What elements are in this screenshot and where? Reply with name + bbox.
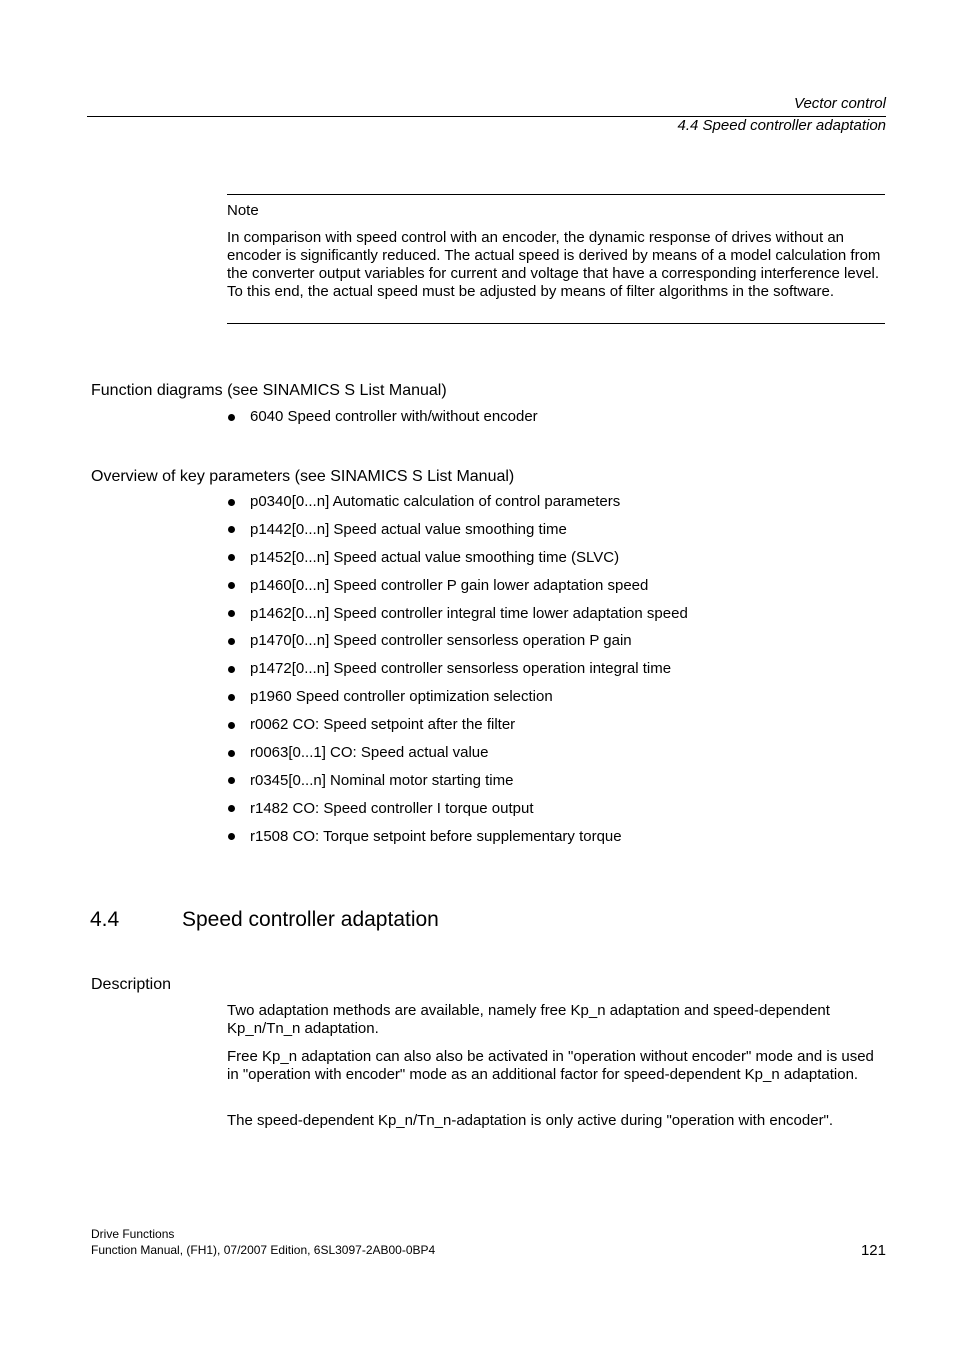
list-item-text: r1508 CO: Torque setpoint before supplementary torque [250, 827, 622, 845]
list-item-text: p1472[0...n] Speed controller sensorless operation integral time [250, 660, 672, 678]
list-item [227, 549, 688, 567]
footer-edition: Function Manual, (FH1), 07/2007 Edition, 6SL3097-2AB00-0BP4 [91, 1243, 436, 1257]
list-item-text: r0063[0...1] CO: Speed actual value [250, 744, 489, 762]
description-paragraph: The speed-dependent Kp_n/Tn_n-adaptation is only active during "operation with encoder". [227, 1112, 834, 1129]
note-title: Note [227, 202, 259, 219]
description-paragraph: Two adaptation methods are available, namely free Kp_n adaptation and speed-dependent Kp_n/Tn_n adaptation. [227, 1002, 830, 1037]
list-item [227, 744, 688, 762]
list-item [227, 716, 688, 734]
running-header-section: 4.4 Speed controller adaptation [677, 117, 886, 134]
section-title: Speed controller adaptation [182, 908, 439, 931]
bullet-icon [228, 722, 235, 729]
bullet-icon [228, 526, 235, 533]
key-parameters-heading: Overview of key parameters (see SINAMICS S List Manual) [91, 468, 515, 485]
list-item [227, 800, 688, 818]
list-item-text: r0062 CO: Speed setpoint after the filter [250, 716, 516, 734]
list-item-text: p1470[0...n] Speed controller sensorless operation P gain [250, 632, 632, 650]
bullet-icon [228, 414, 235, 421]
footer-title: Drive Functions [91, 1227, 175, 1241]
list-item-text: r0345[0...n] Nominal motor starting time [250, 771, 514, 789]
bullet-icon [228, 777, 235, 784]
bullet-icon [228, 666, 235, 673]
bullet-icon [228, 610, 235, 617]
note-body: In comparison with speed control with an encoder, the dynamic response of drives without an encoder is significantly reduced. The actual speed is derived by means of a model calculation from the converter output variables for current and voltage that have a corresponding interference level. To this end, the actual speed must be adjusted by means of filter algorithms in the software. [227, 229, 881, 300]
section-number: 4.4 [90, 908, 120, 931]
key-parameters-list [227, 493, 688, 856]
list-item-text: p1452[0...n] Speed actual value smoothing time (SLVC) [250, 548, 620, 566]
description-heading: Description [91, 976, 172, 993]
list-item-text: p1460[0...n] Speed controller P gain lower adaptation speed [250, 576, 649, 594]
list-item-text: 6040 Speed controller with/without encoder [250, 408, 538, 425]
list-item-text: r1482 CO: Speed controller I torque output [250, 799, 534, 817]
list-item [227, 408, 538, 426]
note-bottom-rule [227, 323, 885, 324]
list-item [227, 828, 688, 846]
list-item-text: p1960 Speed controller optimization selection [250, 688, 553, 706]
list-item [227, 632, 688, 650]
bullet-icon [228, 554, 235, 561]
bullet-icon [228, 694, 235, 701]
list-item-text: p0340[0...n] Automatic calculation of control parameters [250, 493, 621, 510]
list-item [227, 605, 688, 623]
list-item [227, 521, 688, 539]
page-number: 121 [860, 1242, 886, 1259]
bullet-icon [228, 582, 235, 589]
function-diagrams-heading: Function diagrams (see SINAMICS S List Manual) [91, 382, 447, 399]
bullet-icon [228, 833, 235, 840]
list-item-text: p1462[0...n] Speed controller integral time lower adaptation speed [250, 604, 688, 622]
note-top-rule [227, 194, 885, 195]
bullet-icon [228, 805, 235, 812]
running-header-chapter: Vector control [794, 95, 886, 112]
description-paragraph: Free Kp_n adaptation can also also be activated in "operation without encoder" mode and is used in "operation with encoder" mode as an additional factor for speed-dependent Kp_n adaptation. [227, 1048, 874, 1083]
list-item [227, 772, 688, 790]
function-diagrams-list [227, 408, 538, 436]
list-item [227, 688, 688, 706]
list-item-text: p1442[0...n] Speed actual value smoothing time [250, 520, 567, 538]
list-item [227, 493, 688, 511]
list-item [227, 660, 688, 678]
bullet-icon [228, 638, 235, 645]
bullet-icon [228, 499, 235, 506]
list-item [227, 577, 688, 595]
bullet-icon [228, 750, 235, 757]
